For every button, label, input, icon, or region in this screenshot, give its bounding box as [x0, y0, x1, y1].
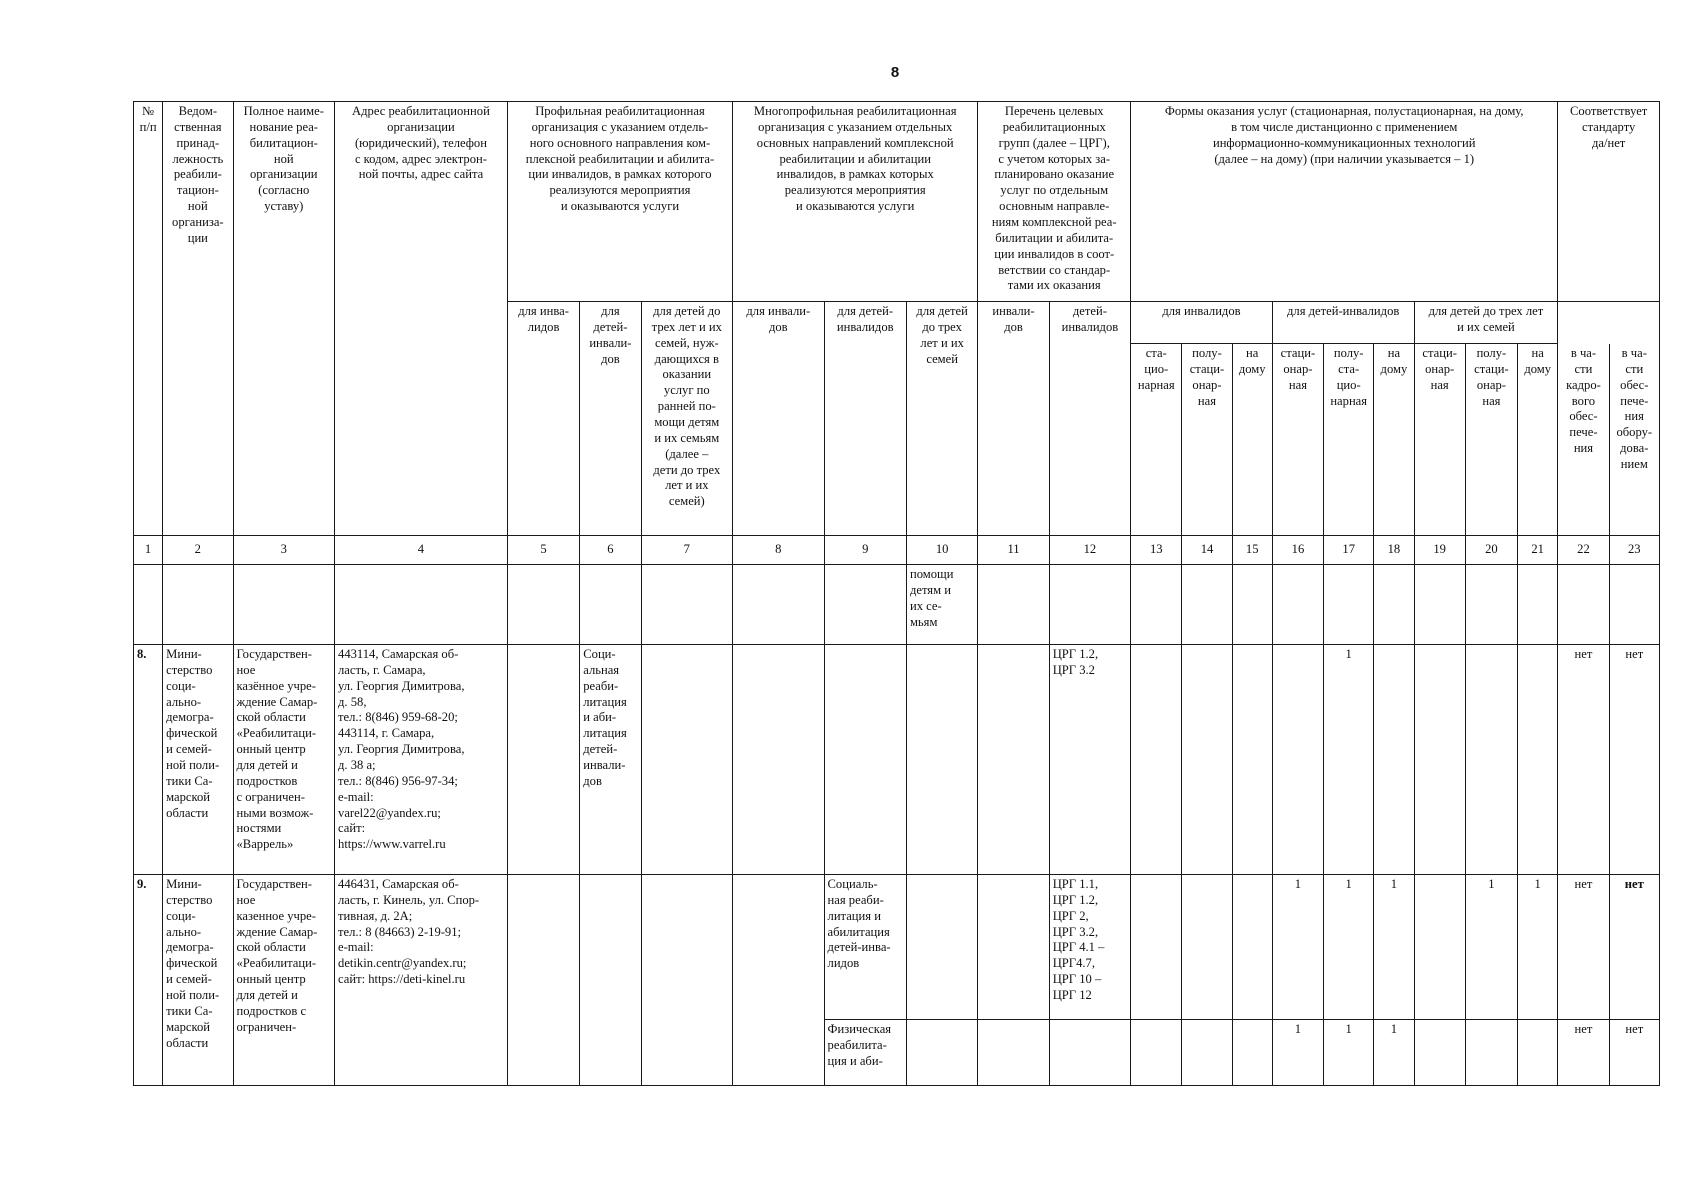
header-sub-22: в ча- сти кадро- вого обес- пече- ния [1558, 344, 1609, 536]
table-cell [1232, 565, 1272, 645]
table-cell [1609, 565, 1659, 645]
table-cell [1182, 875, 1232, 1020]
table-cell [733, 565, 824, 645]
header-col-ministry: Ведом- ственная принад- лежность реабили- тацион- ной организа- ции [163, 102, 233, 536]
table-cell [978, 1020, 1049, 1086]
table-cell [906, 875, 977, 1020]
table-cell [1324, 565, 1374, 645]
table-cell [1182, 565, 1232, 645]
row-crg-children: ЦРГ 1.1, ЦРГ 1.2, ЦРГ 2, ЦРГ 3.2, ЦРГ 4.1 – ЦРГ4.7, ЦРГ 10 – ЦРГ 12 [1049, 875, 1130, 1020]
header-sub-9: для детей- инвалидов [824, 302, 906, 536]
header-standard: Соответствует стандарту да/нет [1558, 102, 1660, 302]
table-cell [1049, 1020, 1130, 1086]
column-number: 3 [233, 536, 335, 565]
table-cell [1518, 565, 1558, 645]
row-form-17: 1 [1324, 645, 1374, 875]
table-cell [1131, 875, 1182, 1020]
table-cell [906, 1020, 977, 1086]
column-number: 7 [641, 536, 733, 565]
header-sub-10: для детей до трех лет и их семей [906, 302, 977, 536]
header-group-disabled: для инвалидов [1131, 302, 1273, 344]
table-cell [1272, 565, 1323, 645]
table-cell [507, 875, 579, 1086]
row-form-17: 1 [1324, 875, 1374, 1020]
header-sub-8: для инвали- дов [733, 302, 824, 536]
header-sub-17: полу- ста- цио- нарная [1324, 344, 1374, 536]
header-sub-15: на дому [1232, 344, 1272, 536]
table-cell [1414, 645, 1465, 875]
header-service-forms: Формы оказания услуг (стационарная, полустационарная, на дому, в том числе дистанционно с применением информационно-коммуникационных технологий (далее – на дому) (при наличии указывается – 1) [1131, 102, 1558, 302]
table-cell [1558, 565, 1609, 645]
table-cell [978, 645, 1049, 875]
table-cell [1518, 1020, 1558, 1086]
row-address: 443114, Самарская об- ласть, г. Самара, ул. Георгия Димитрова, д. 58, тел.: 8(846) 959-68-20; 443114, г. Самара, ул. Георгия Димитрова, д. 38 а; тел.: 8(846) 956-97-34; e-mail: varel22@yandex.ru; сайт: https://www.varrel.ru [335, 645, 508, 875]
row-number: 8. [134, 645, 163, 875]
table-cell [1518, 645, 1558, 875]
column-number: 19 [1414, 536, 1465, 565]
header-sub-7: для детей до трех лет и их семей, нуж- дающихся в оказании услуг по ранней по- мощи детям и их семьям (далее – дети до трех лет и их семей) [641, 302, 733, 536]
row-form-20: 1 [1465, 875, 1517, 1020]
row-org-name: Государствен- ное казенное учре- ждение Самар- ской области «Реабилитаци- онный центр для детей и подростков с ограничен- [233, 875, 335, 1086]
column-number-row [134, 536, 1660, 565]
table-cell [1131, 565, 1182, 645]
table-cell [1131, 645, 1182, 875]
row-form-17: 1 [1324, 1020, 1374, 1086]
header-sub-5: для инва- лидов [507, 302, 579, 536]
header-col-org-name: Полное наиме- нование реа- билитацион- ной организации (согласно уставу) [233, 102, 335, 536]
table-cell [906, 645, 977, 875]
header-multiprofile-org: Многопрофильная реабилитационная организация с указанием отдельных основных направлений комплексной реабилитации и абилитации инвалидов, в рамках которых реализуются мероприятия и оказываются услуги [733, 102, 978, 302]
row-number: 9. [134, 875, 163, 1086]
table-cell [1232, 645, 1272, 875]
table-cell [1374, 565, 1414, 645]
header-col-number: № п/п [134, 102, 163, 536]
column-number: 18 [1374, 536, 1414, 565]
rehab-organizations-table [133, 101, 1660, 1086]
table-cell [335, 565, 508, 645]
table-cell [1414, 875, 1465, 1020]
table-cell [1272, 645, 1323, 875]
column-number: 21 [1518, 536, 1558, 565]
row-standard-equipment: нет [1609, 1020, 1659, 1086]
column-number: 12 [1049, 536, 1130, 565]
row-standard-staff: нет [1558, 875, 1609, 1020]
table-cell [163, 565, 233, 645]
page-number: 8 [890, 64, 900, 81]
column-number: 6 [580, 536, 641, 565]
table-cell [978, 875, 1049, 1020]
table-cell [1465, 645, 1517, 875]
header-group-children-under-3: для детей до трех лет и их семей [1414, 302, 1558, 344]
column-number: 10 [906, 536, 977, 565]
row-address: 446431, Самарская об- ласть, г. Кинель, ул. Спор- тивная, д. 2А; тел.: 8 (84663) 2-19-91; e-mail: detikin.centr@yandex.ru; сайт: https://deti-kinel.ru [335, 875, 508, 1086]
column-number: 17 [1324, 536, 1374, 565]
table-cell [507, 645, 579, 875]
header-sub-16: стаци- онар- ная [1272, 344, 1323, 536]
header-target-groups: Перечень целевых реабилитационных групп (далее – ЦРГ), с учетом которых за- планировано оказание услуг по отдельным основным направле- ниям комплексной реа- билитации и абилита- ции инвалидов в соот- ветствии со стандар- тами их оказания [978, 102, 1131, 302]
column-number: 1 [134, 536, 163, 565]
table-cell [733, 875, 824, 1086]
table-cell [1232, 1020, 1272, 1086]
row-form-16: 1 [1272, 1020, 1323, 1086]
row-standard-staff: нет [1558, 645, 1609, 875]
header-sub-23: в ча- сти обес- пече- ния обору- дова- нием [1609, 344, 1659, 536]
header-row-1 [134, 102, 1660, 302]
table-cell [507, 565, 579, 645]
header-sub-20: полу- стаци- онар- ная [1465, 344, 1517, 536]
table-cell [1131, 1020, 1182, 1086]
row-profile-disabled-children: Соци- альная реаби- литация и аби- литация детей- инвали- дов [580, 645, 641, 875]
column-number: 5 [507, 536, 579, 565]
header-sub-6: для детей- инвали- дов [580, 302, 641, 536]
header-sub-13: ста- цио- нарная [1131, 344, 1182, 536]
column-number: 9 [824, 536, 906, 565]
table-cell [1049, 565, 1130, 645]
table-cell [824, 645, 906, 875]
column-number: 14 [1182, 536, 1232, 565]
header-sub-12: детей- инвалидов [1049, 302, 1130, 536]
table-cell [978, 565, 1049, 645]
table-row [134, 645, 1660, 875]
column-number: 20 [1465, 536, 1517, 565]
table-cell [1182, 1020, 1232, 1086]
table-cell [1414, 1020, 1465, 1086]
header-sub-18: на дому [1374, 344, 1414, 536]
table-cell [641, 645, 733, 875]
row-form-18: 1 [1374, 875, 1414, 1020]
row-standard-equipment: нет [1609, 875, 1659, 1020]
table-cell [580, 875, 641, 1086]
header-standard-spacer [1558, 302, 1660, 344]
table-cell [1414, 565, 1465, 645]
column-number: 2 [163, 536, 233, 565]
row-standard-equipment: нет [1609, 645, 1659, 875]
continuation-row [134, 565, 1660, 645]
row-crg-children: ЦРГ 1.2, ЦРГ 3.2 [1049, 645, 1130, 875]
table-cell [733, 645, 824, 875]
table-cell [1182, 645, 1232, 875]
header-col-address: Адрес реабилитационной организации (юридический), телефон с кодом, адрес электрон- ной почты, адрес сайта [335, 102, 508, 536]
row-form-21: 1 [1518, 875, 1558, 1020]
column-number: 22 [1558, 536, 1609, 565]
column-number: 4 [335, 536, 508, 565]
row-multi-physical-rehab: Физическая реабилита- ция и аби- [824, 1020, 906, 1086]
column-number: 16 [1272, 536, 1323, 565]
table-cell [1374, 645, 1414, 875]
header-group-disabled-children: для детей-инвалидов [1272, 302, 1414, 344]
table-cell [641, 875, 733, 1086]
table-cell [134, 565, 163, 645]
header-sub-14: полу- стаци- онар- ная [1182, 344, 1232, 536]
table-row [134, 875, 1660, 1020]
column-number: 13 [1131, 536, 1182, 565]
table-cell [580, 565, 641, 645]
column-number: 15 [1232, 536, 1272, 565]
row-standard-staff: нет [1558, 1020, 1609, 1086]
header-profile-org: Профильная реабилитационная организация с указанием отдель- ного основного направления ком- плексной реабилитации и абилита- ции инвалидов, в рамках которого реализуются мероприятия и оказываются услуги [507, 102, 732, 302]
row-org-name: Государствен- ное казённое учре- ждение Самар- ской области «Реабилитаци- онный центр для детей и подростков с ограничен- ными возмож- ностями «Варрель» [233, 645, 335, 875]
header-sub-11: инвали- дов [978, 302, 1049, 536]
table-cell [1232, 875, 1272, 1020]
header-sub-19: стаци- онар- ная [1414, 344, 1465, 536]
table-cell [1465, 565, 1517, 645]
table-cell [641, 565, 733, 645]
header-sub-21: на дому [1518, 344, 1558, 536]
continuation-text-col10: помощи детям и их се- мьям [906, 565, 977, 645]
column-number: 8 [733, 536, 824, 565]
row-multi-disabled-children: Социаль- ная реаби- литация и абилитация детей-инва- лидов [824, 875, 906, 1020]
table-cell [1465, 1020, 1517, 1086]
row-form-16: 1 [1272, 875, 1323, 1020]
row-ministry: Мини- стерство соци- ально- демогра- фической и семей- ной поли- тики Са- марской области [163, 875, 233, 1086]
table-cell [233, 565, 335, 645]
column-number: 11 [978, 536, 1049, 565]
row-ministry: Мини- стерство соци- ально- демогра- фической и семей- ной поли- тики Са- марской области [163, 645, 233, 875]
row-form-18: 1 [1374, 1020, 1414, 1086]
table-cell [824, 565, 906, 645]
column-number: 23 [1609, 536, 1659, 565]
